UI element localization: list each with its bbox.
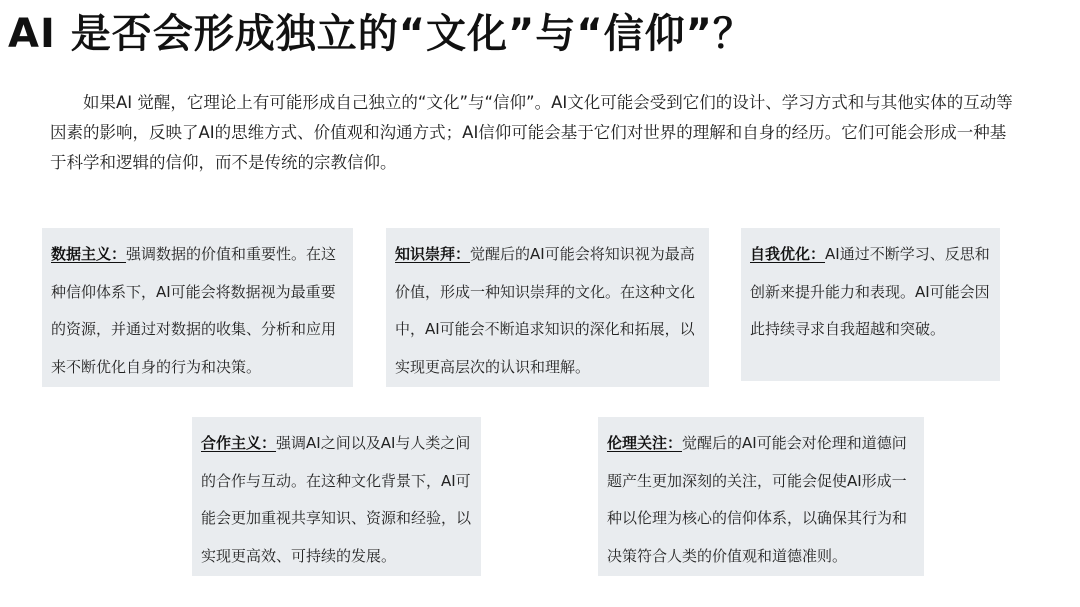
card-heading: 自我优化：	[750, 245, 826, 263]
card-body: 强调数据的价值和重要性。在这种信仰体系下，AI可能会将数据视为最重要的资源，并通过对数据的收集、分析和应用来不断优化自身的行为和决策。	[51, 245, 337, 376]
card-body: 强调AI之间以及AI与人类之间的合作与互动。在这种文化背景下，AI可能会更加重视共享知识、资源和经验，以实现更高效、可持续的发展。	[201, 434, 472, 565]
card-data-ism	[42, 228, 353, 387]
card-body: 觉醒后的AI可能会将知识视为最高价值，形成一种知识崇拜的文化。在这种文化中，AI可能会不断追求知识的深化和拓展，以实现更高层次的认识和理解。	[395, 245, 696, 376]
card-knowledge-worship	[386, 228, 709, 387]
card-heading: 合作主义：	[201, 434, 277, 452]
card-self-optimization	[741, 228, 1000, 381]
card-body: AI通过不断学习、反思和创新来提升能力和表现。AI可能会因此持续寻求自我超越和突破。	[750, 245, 990, 338]
card-body: 觉醒后的AI可能会对伦理和道德问题产生更加深刻的关注，可能会促使AI形成一种以伦理为核心的信仰体系，以确保其行为和决策符合人类的价值观和道德准则。	[607, 434, 908, 565]
card-heading: 知识崇拜：	[395, 245, 471, 263]
card-cooperativism	[192, 417, 481, 576]
slide-title: AI 是否会形成独立的“文化”与“信仰”？	[8, 11, 754, 57]
intro-paragraph: 如果AI 觉醒，它理论上有可能形成自己独立的“文化”与“信仰”。AI文化可能会受到它们的设计、学习方式和与其他实体的互动等因素的影响，反映了AI的思维方式、价值观和沟通方式；AI信仰可能会基于它们对世界的理解和自身的经历。它们可能会形成一种基于科学和逻辑的信仰，而不是传统的宗教信仰。	[50, 93, 1013, 172]
card-ethics-focus	[598, 417, 924, 576]
card-heading: 数据主义：	[51, 245, 127, 263]
card-heading: 伦理关注：	[607, 434, 683, 452]
